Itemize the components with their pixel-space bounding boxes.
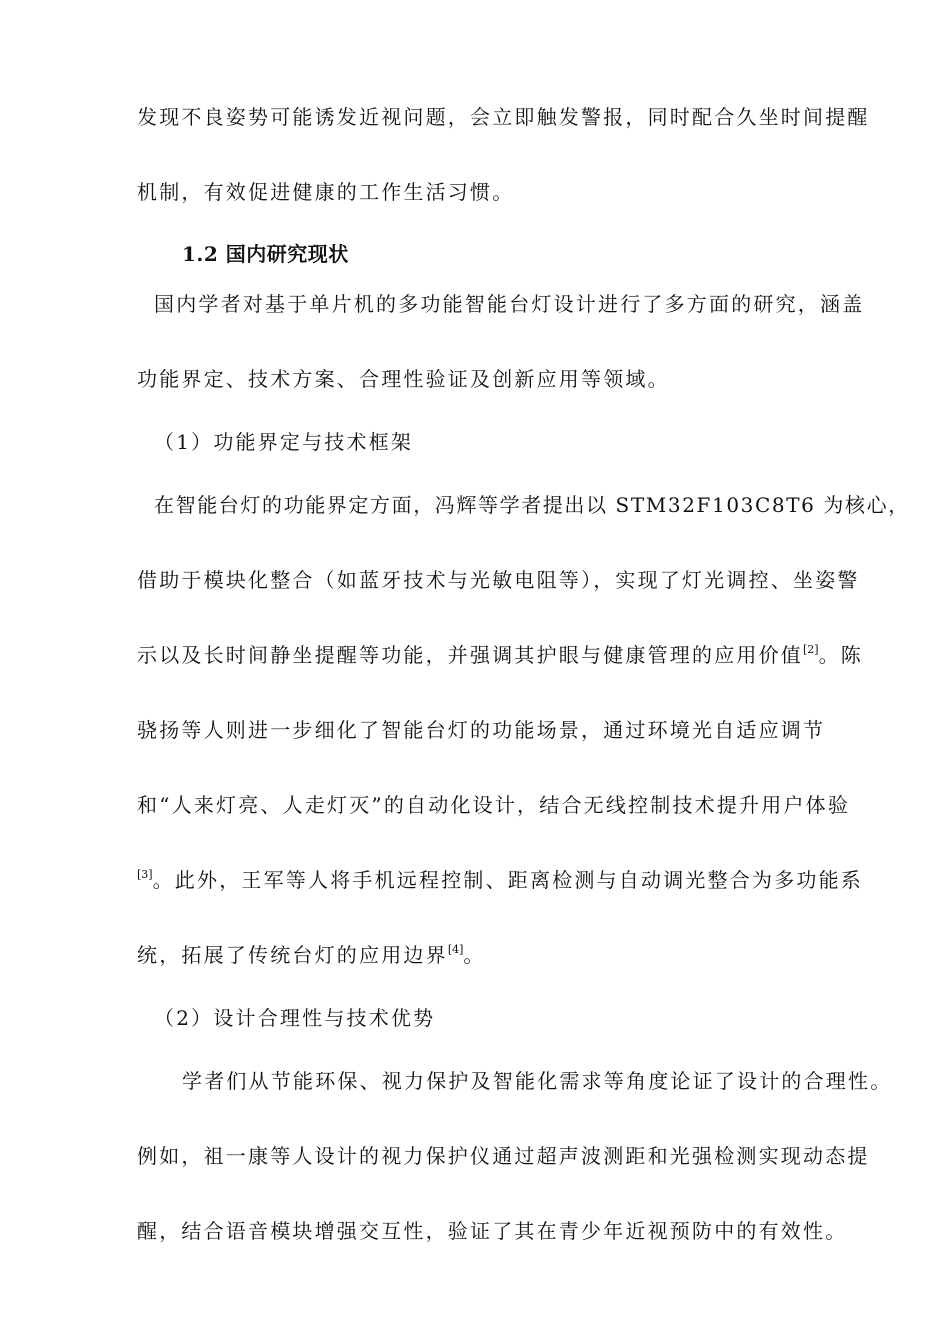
subheading-text: （2）设计合理性与技术优势 xyxy=(154,1006,436,1030)
text-run: 机制，有效促进健康的工作生活习惯。 xyxy=(137,180,515,204)
paragraph-line xyxy=(137,716,825,744)
text-run: 。此外，王军等人将手机远程控制、距离检测与自动调光整合为多功能系 xyxy=(152,868,863,892)
text-run: 示以及长时间静坐提醒等功能，并强调其护眼与健康管理的应用价值 xyxy=(137,643,803,667)
text-run: 统，拓展了传统台灯的应用边界 xyxy=(137,943,448,967)
paragraph-line xyxy=(137,566,860,594)
text-run: 借助于模块化整合（如蓝牙技术与光敏电阻等），实现了灯光调控、坐姿警 xyxy=(137,568,860,592)
text-run: 和“人来灯亮、人走灯灭”的自动化设计，结合无线控制技术提升用户体验 xyxy=(137,793,851,817)
paragraph-line xyxy=(137,791,850,819)
text-run: 醒，结合语音模块增强交互性，验证了其在青少年近视预防中的有效性。 xyxy=(137,1219,848,1243)
paragraph-line xyxy=(137,641,863,669)
paragraph-line xyxy=(137,941,486,969)
text-run: 骁扬等人则进一步细化了智能台灯的功能场景，通过环境光自适应调节 xyxy=(137,718,826,742)
paragraph-line xyxy=(137,866,863,894)
text-run: 发现不良姿势可能诱发近视问题，会立即触发警报，同时配合久坐时间提醒 xyxy=(137,105,870,129)
text-run: 。陈 xyxy=(818,643,863,667)
text-run: 在智能台灯的功能界定方面，冯辉等学者提出以 STM32F103C8T6 为核心， xyxy=(154,493,910,517)
text-run: 学者们从节能环保、视力保护及智能化需求等角度论证了设计的合理性。 xyxy=(182,1069,893,1093)
paragraph-line xyxy=(137,103,870,131)
text-run: 国内学者对基于单片机的多功能智能台灯设计进行了多方面的研究，涵盖 xyxy=(154,292,865,316)
section-heading: 1.2 国内研究现状 xyxy=(182,242,349,266)
subheading-line xyxy=(154,428,413,456)
paragraph-line xyxy=(154,491,910,519)
text-run: 。 xyxy=(463,943,486,967)
paragraph-line xyxy=(137,178,514,206)
subheading-line xyxy=(154,1004,435,1032)
citation-ref: [4] xyxy=(447,943,464,956)
text-run: 功能界定、技术方案、合理性验证及创新应用等领域。 xyxy=(137,367,670,391)
paragraph-line xyxy=(137,1142,870,1170)
paragraph-line xyxy=(182,1067,892,1095)
paragraph-line xyxy=(154,290,864,318)
paragraph-line xyxy=(137,1217,847,1245)
paragraph-line xyxy=(137,365,670,393)
citation-ref: [3] xyxy=(137,868,153,881)
text-run: 例如，祖一康等人设计的视力保护仪通过超声波测距和光强检测实现动态提 xyxy=(137,1144,870,1168)
subheading-text: （1）功能界定与技术框架 xyxy=(154,430,414,454)
citation-ref: [2] xyxy=(803,643,819,656)
